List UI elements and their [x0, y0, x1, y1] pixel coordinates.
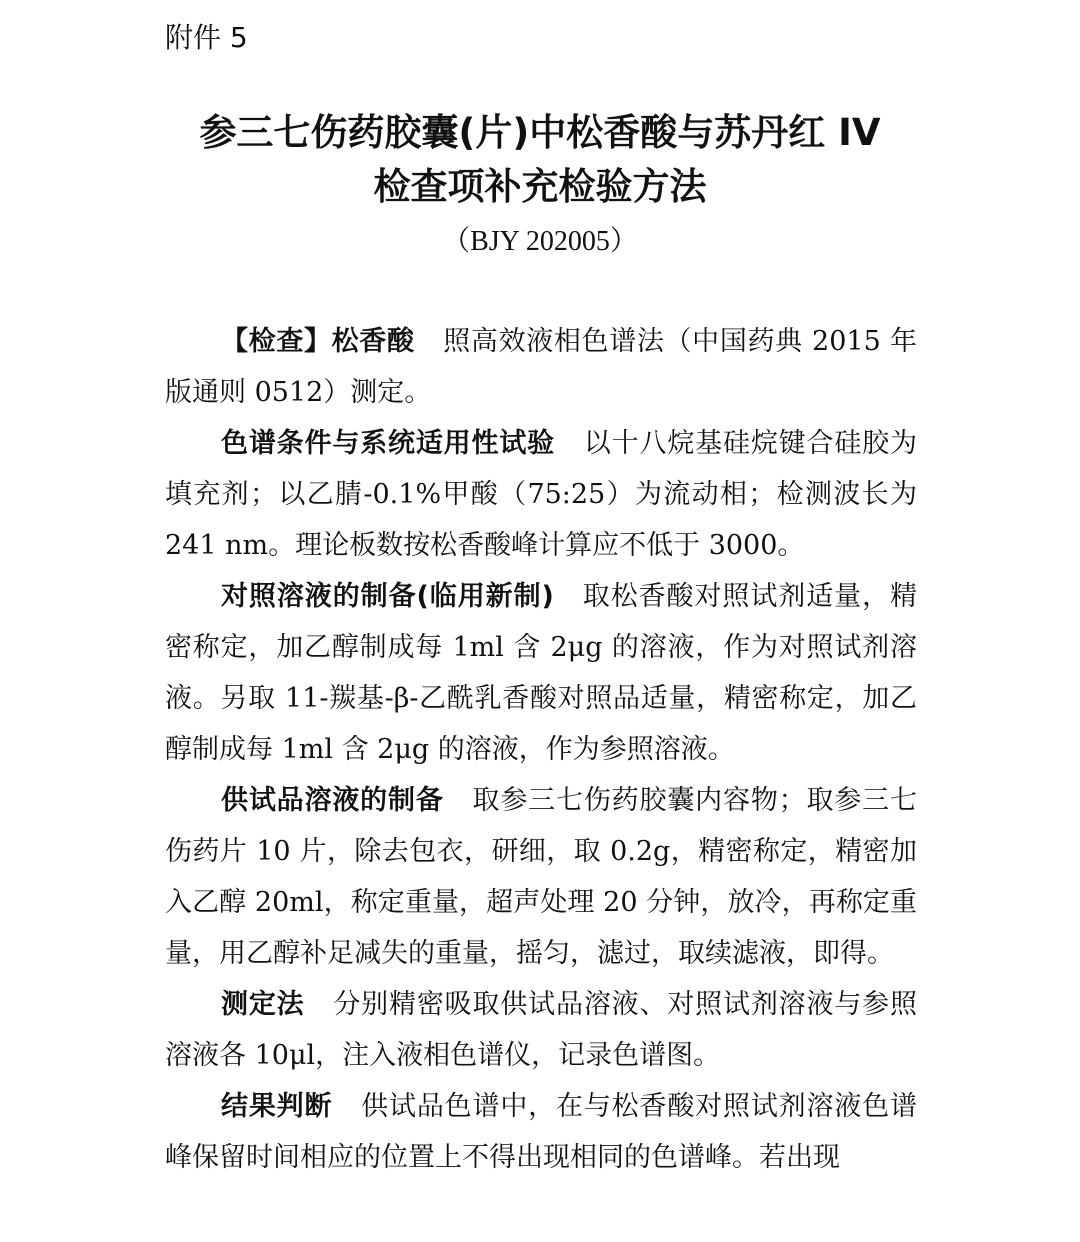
paragraph-reference-solution	[165, 571, 917, 775]
section-heading-check: 【检查】松香酸	[221, 326, 415, 357]
section-heading-reference-solution: 对照溶液的制备(临用新制)	[221, 581, 554, 612]
section-heading-test-solution: 供试品溶液的制备	[221, 785, 444, 816]
section-heading-result: 结果判断	[221, 1091, 333, 1122]
section-text-check: 照高效液相色谱法（中国药典 2015 年版通则 0512）测定。	[165, 326, 917, 408]
paragraph-method	[165, 979, 917, 1081]
document-title-line-2: 检查项补充检验方法	[373, 165, 707, 208]
section-text-result: 供试品色谱中，在与松香酸对照试剂溶液色谱峰保留时间相应的位置上不得出现相同的色谱峰。若出现	[165, 1091, 918, 1173]
section-text-test-solution: 取参三七伤药胶囊内容物；取参三七伤药片 10 片，除去包衣，研细，取 0.2g，精密称定，精密加入乙醇 20ml，称定重量，超声处理 20 分钟，放冷，再称定重量，用乙醇补足减失的重量，摇匀，滤过，取续滤液，即得。	[165, 785, 918, 969]
document-title-line-1: 参三七伤药胶囊(片)中松香酸与苏丹红 IV	[199, 111, 881, 154]
section-heading-chromatography: 色谱条件与系统适用性试验	[221, 428, 555, 459]
paragraph-result	[165, 1081, 917, 1183]
section-text-method: 分别精密吸取供试品溶液、对照试剂溶液与参照溶液各 10μl，注入液相色谱仪，记录色谱图。	[165, 989, 917, 1071]
paragraph-chromatography	[165, 418, 917, 571]
paragraph-check	[165, 316, 917, 418]
section-heading-method: 测定法	[221, 989, 305, 1020]
section-text-reference-solution: 取松香酸对照试剂适量，精密称定，加乙醇制成每 1ml 含 2μg 的溶液，作为对照试剂溶液。另取 11-羰基-β-乙酰乳香酸对照品适量，精密称定，加乙醇制成每 1ml 含 2μg 的溶液，作为参照溶液。	[165, 581, 917, 765]
attachment-label: 附件 5	[165, 21, 248, 54]
paragraph-test-solution	[165, 775, 917, 979]
document-body	[165, 316, 917, 1183]
section-text-chromatography: 以十八烷基硅烷键合硅胶为填充剂；以乙腈-0.1%甲酸（75:25）为流动相；检测波长为 241 nm。理论板数按松香酸峰计算应不低于 3000。	[165, 428, 917, 561]
standard-code: （BJY 202005）	[442, 226, 638, 257]
